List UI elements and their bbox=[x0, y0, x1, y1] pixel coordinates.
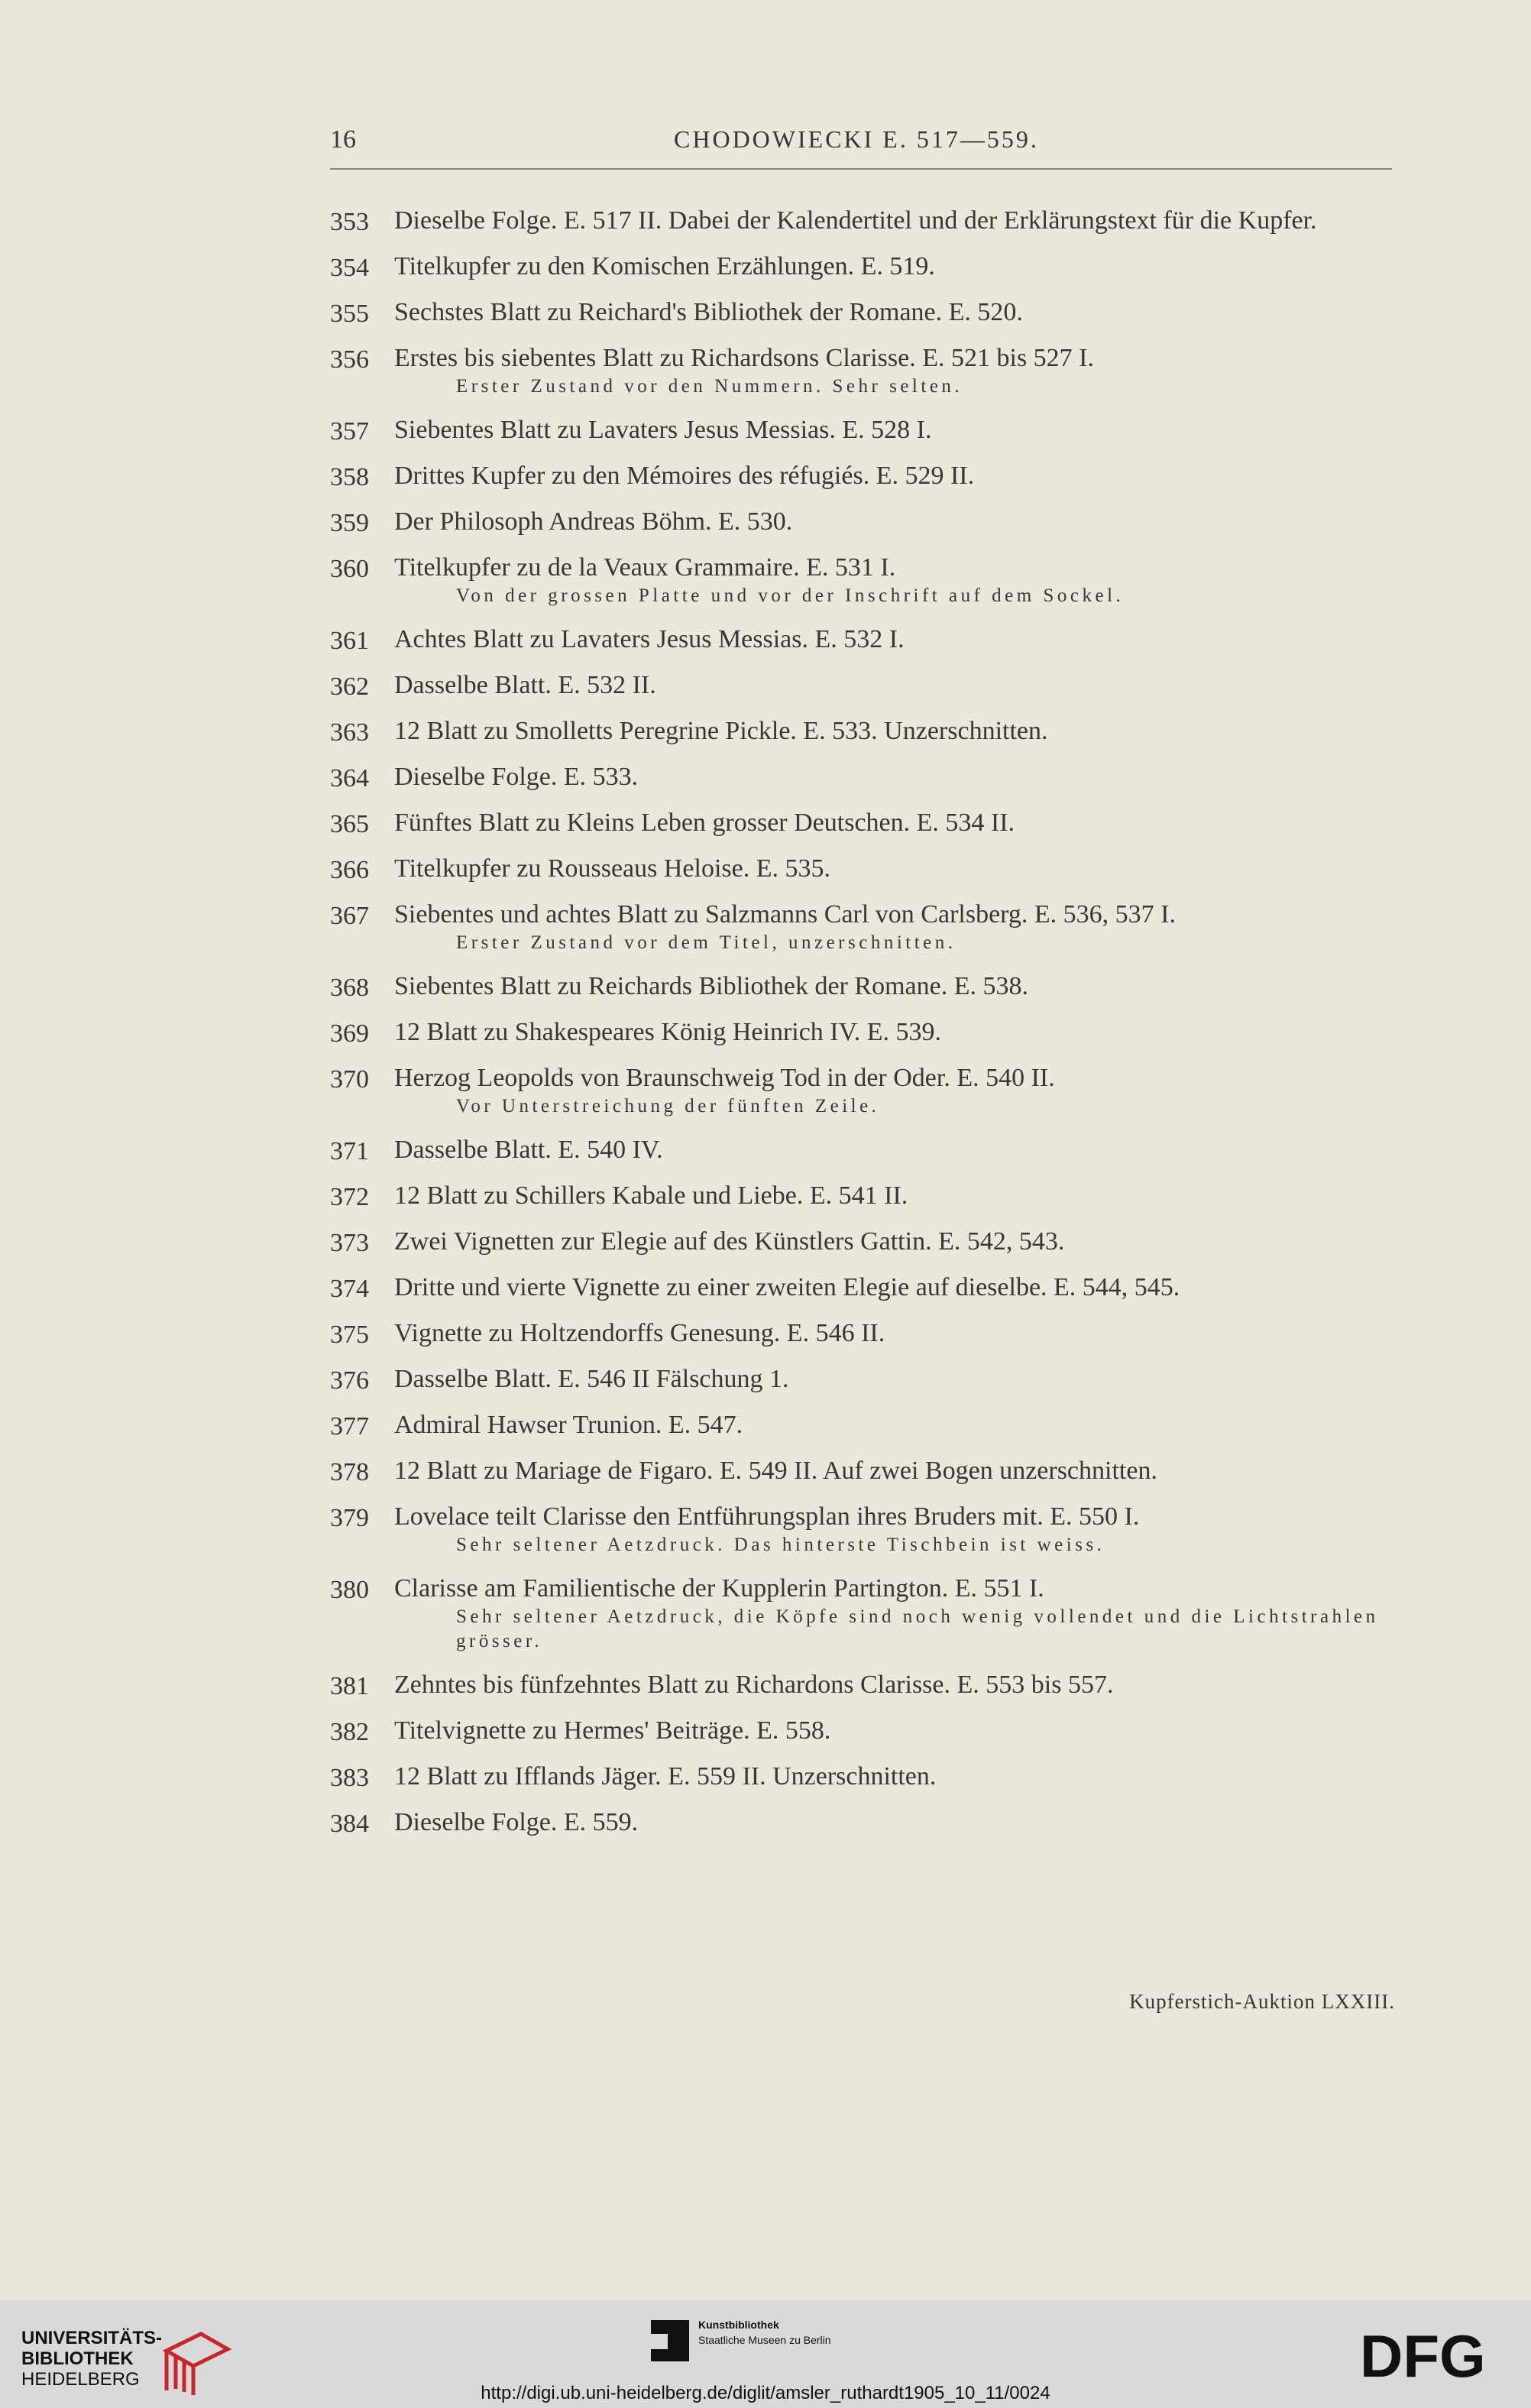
entry-number: 355 bbox=[330, 300, 369, 328]
catalog-entry bbox=[330, 462, 1400, 491]
catalog-entry bbox=[330, 1671, 1400, 1700]
kunstbibliothek-mark-icon bbox=[651, 2320, 689, 2361]
library-name-line2: BIBLIOTHEK bbox=[21, 2348, 134, 2369]
entry-number: 378 bbox=[330, 1458, 369, 1486]
entry-note: Vor Unterstreichung der fünften Zeile. bbox=[456, 1096, 880, 1116]
page-number: 16 bbox=[330, 125, 356, 154]
catalog-entry bbox=[330, 206, 1400, 235]
catalog-entry bbox=[330, 553, 1400, 608]
entry-text: Dieselbe Folge. E. 517 II. Dabei der Kalendertitel und der Erklärungstext für die Kupfer. bbox=[394, 206, 1317, 235]
kb-line2: Staatliche Museen zu Berlin bbox=[698, 2334, 831, 2346]
catalog-entry bbox=[330, 298, 1400, 327]
catalog-entry bbox=[330, 252, 1400, 281]
catalog-entry bbox=[330, 1136, 1400, 1165]
entry-number: 357 bbox=[330, 417, 369, 446]
catalog-entry bbox=[330, 1716, 1400, 1745]
entry-number: 379 bbox=[330, 1504, 369, 1532]
catalog-entry bbox=[330, 900, 1400, 955]
catalog-entry bbox=[330, 972, 1400, 1001]
entry-note: Erster Zustand vor dem Titel, unzerschnitten. bbox=[456, 932, 956, 953]
dfg-logo-text: DFG bbox=[1360, 2326, 1486, 2387]
footer-note: Kupferstich-Auktion LXXIII. bbox=[1129, 1990, 1395, 2013]
entry-text: Dasselbe Blatt. E. 532 II. bbox=[394, 671, 656, 699]
entry-number: 354 bbox=[330, 254, 369, 282]
entry-text: Fünftes Blatt zu Kleins Leben grosser Deutschen. E. 534 II. bbox=[394, 809, 1015, 837]
kb-line1: Kunstbibliothek bbox=[698, 2319, 779, 2331]
entry-text: Dasselbe Blatt. E. 540 IV. bbox=[394, 1136, 663, 1164]
library-name-line3: HEIDELBERG bbox=[21, 2369, 140, 2390]
catalog-entry bbox=[330, 416, 1400, 445]
entry-number: 380 bbox=[330, 1576, 369, 1604]
entry-number: 362 bbox=[330, 672, 369, 701]
entry-number: 368 bbox=[330, 974, 369, 1002]
entry-text: 12 Blatt zu Smolletts Peregrine Pickle. E. 533. Unzerschnitten. bbox=[394, 717, 1048, 745]
entry-number: 359 bbox=[330, 509, 369, 537]
catalog-entry bbox=[330, 1064, 1400, 1119]
entry-number: 382 bbox=[330, 1718, 369, 1746]
permalink-url[interactable]: http://digi.ub.uni-heidelberg.de/diglit/amsler_ruthardt1905_10_11/0024 bbox=[481, 2383, 1050, 2403]
entry-text: Titelkupfer zu den Komischen Erzählungen. E. 519. bbox=[394, 252, 935, 280]
catalog-entry bbox=[330, 1502, 1400, 1557]
entry-text: Vignette zu Holtzendorffs Genesung. E. 546 II. bbox=[394, 1319, 885, 1347]
catalog-entry bbox=[330, 809, 1400, 838]
entry-text: Titelkupfer zu Rousseaus Heloise. E. 535. bbox=[394, 854, 831, 883]
entry-text: Der Philosoph Andreas Böhm. E. 530. bbox=[394, 507, 793, 536]
entry-text: Siebentes und achtes Blatt zu Salzmanns Carl von Carlsberg. E. 536, 537 I. bbox=[394, 900, 1176, 929]
entry-text: Erstes bis siebentes Blatt zu Richardsons Clarisse. E. 521 bis 527 I. bbox=[394, 344, 1094, 372]
catalog-entry bbox=[330, 1574, 1400, 1654]
entry-text: 12 Blatt zu Schillers Kabale und Liebe. E. 541 II. bbox=[394, 1181, 908, 1210]
entry-number: 381 bbox=[330, 1672, 369, 1700]
entry-number: 367 bbox=[330, 902, 369, 930]
entry-text: 12 Blatt zu Ifflands Jäger. E. 559 II. Unzerschnitten. bbox=[394, 1762, 937, 1791]
entry-text: Admiral Hawser Trunion. E. 547. bbox=[394, 1411, 743, 1439]
entry-text: Dieselbe Folge. E. 533. bbox=[394, 763, 639, 791]
entry-text: Sechstes Blatt zu Reichard's Bibliothek der Romane. E. 520. bbox=[394, 298, 1023, 326]
entry-number: 366 bbox=[330, 856, 369, 884]
entry-text: Lovelace teilt Clarisse den Entführungsplan ihres Bruders mit. E. 550 I. bbox=[394, 1502, 1140, 1531]
entry-note: Erster Zustand vor den Nummern. Sehr selten. bbox=[456, 376, 963, 397]
entry-text: Titelkupfer zu de la Veaux Grammaire. E. 531 I. bbox=[394, 553, 896, 582]
catalog-entry bbox=[330, 854, 1400, 883]
entry-number: 383 bbox=[330, 1764, 369, 1792]
entry-text: Siebentes Blatt zu Lavaters Jesus Messias. E. 528 I. bbox=[394, 416, 932, 444]
entry-text: Zehntes bis fünfzehntes Blatt zu Richardons Clarisse. E. 553 bis 557. bbox=[394, 1671, 1114, 1699]
bottom-bar bbox=[0, 2300, 1531, 2408]
entry-number: 365 bbox=[330, 810, 369, 838]
entry-text: Dieselbe Folge. E. 559. bbox=[394, 1808, 639, 1836]
catalog-entry bbox=[330, 1457, 1400, 1486]
entry-note: Sehr seltener Aetzdruck. Das hinterste Tischbein ist weiss. bbox=[456, 1535, 1105, 1555]
entry-number: 377 bbox=[330, 1412, 369, 1441]
entry-number: 358 bbox=[330, 463, 369, 491]
entry-text: Achtes Blatt zu Lavaters Jesus Messias. E. 532 I. bbox=[394, 625, 905, 653]
entry-number: 374 bbox=[330, 1275, 369, 1303]
entry-text: Siebentes Blatt zu Reichards Bibliothek der Romane. E. 538. bbox=[394, 972, 1028, 1000]
entry-text: Herzog Leopolds von Braunschweig Tod in der Oder. E. 540 II. bbox=[394, 1064, 1055, 1092]
entry-text: Clarisse am Familientische der Kupplerin Partington. E. 551 I. bbox=[394, 1574, 1044, 1603]
catalog-entry bbox=[330, 1273, 1400, 1302]
entry-text: 12 Blatt zu Mariage de Figaro. E. 549 II. Auf zwei Bogen unzerschnitten. bbox=[394, 1457, 1157, 1485]
entry-number: 363 bbox=[330, 718, 369, 747]
catalog-entry bbox=[330, 671, 1400, 700]
catalog-entry bbox=[330, 1018, 1400, 1047]
catalog-entry bbox=[330, 625, 1400, 654]
catalog-entry bbox=[330, 1365, 1400, 1394]
entry-number: 369 bbox=[330, 1019, 369, 1048]
catalog-entries bbox=[330, 206, 1400, 1854]
entry-number: 372 bbox=[330, 1183, 369, 1211]
entry-number: 360 bbox=[330, 555, 369, 583]
running-title: CHODOWIECKI E. 517—559. bbox=[674, 125, 1039, 153]
entry-text: Drittes Kupfer zu den Mémoires des réfugiés. E. 529 II. bbox=[394, 462, 975, 490]
entry-text: Zwei Vignetten zur Elegie auf des Künstlers Gattin. E. 542, 543. bbox=[394, 1227, 1065, 1256]
catalog-entry bbox=[330, 1319, 1400, 1348]
kunstbibliothek-logo[interactable] bbox=[651, 2316, 880, 2361]
library-name-line1: UNIVERSITÄTS- bbox=[21, 2328, 163, 2348]
entry-number: 356 bbox=[330, 345, 369, 374]
entry-text: Titelvignette zu Hermes' Beiträge. E. 558. bbox=[394, 1716, 831, 1745]
catalog-entry bbox=[330, 1762, 1400, 1791]
entry-number: 361 bbox=[330, 627, 369, 655]
catalog-entry bbox=[330, 1181, 1400, 1210]
entry-number: 376 bbox=[330, 1366, 369, 1395]
entry-text: Dritte und vierte Vignette zu einer zweiten Elegie auf dieselbe. E. 544, 545. bbox=[394, 1273, 1180, 1301]
entry-number: 371 bbox=[330, 1137, 369, 1165]
entry-number: 364 bbox=[330, 764, 369, 792]
dfg-logo[interactable] bbox=[1360, 2326, 1497, 2387]
catalog-entry bbox=[330, 1411, 1400, 1440]
entry-note: Von der grossen Platte und vor der Inschrift auf dem Sockel. bbox=[456, 585, 1125, 606]
catalog-entry bbox=[330, 763, 1400, 792]
entry-number: 373 bbox=[330, 1229, 369, 1257]
catalog-entry bbox=[330, 1227, 1400, 1256]
catalog-entry bbox=[330, 1808, 1400, 1837]
catalog-entry bbox=[330, 717, 1400, 746]
page-header bbox=[330, 122, 1392, 170]
entry-number: 370 bbox=[330, 1065, 369, 1094]
catalog-entry bbox=[330, 507, 1400, 536]
entry-text: Dasselbe Blatt. E. 546 II Fälschung 1. bbox=[394, 1365, 789, 1393]
entry-number: 384 bbox=[330, 1810, 369, 1838]
entry-note: Sehr seltener Aetzdruck, die Köpfe sind noch wenig vollendet und die Lichtstrahlen grösser. bbox=[456, 1606, 1379, 1651]
entry-number: 353 bbox=[330, 208, 369, 236]
entry-text: 12 Blatt zu Shakespeares König Heinrich IV. E. 539. bbox=[394, 1018, 942, 1046]
catalog-entry bbox=[330, 344, 1400, 399]
entry-number: 375 bbox=[330, 1321, 369, 1349]
